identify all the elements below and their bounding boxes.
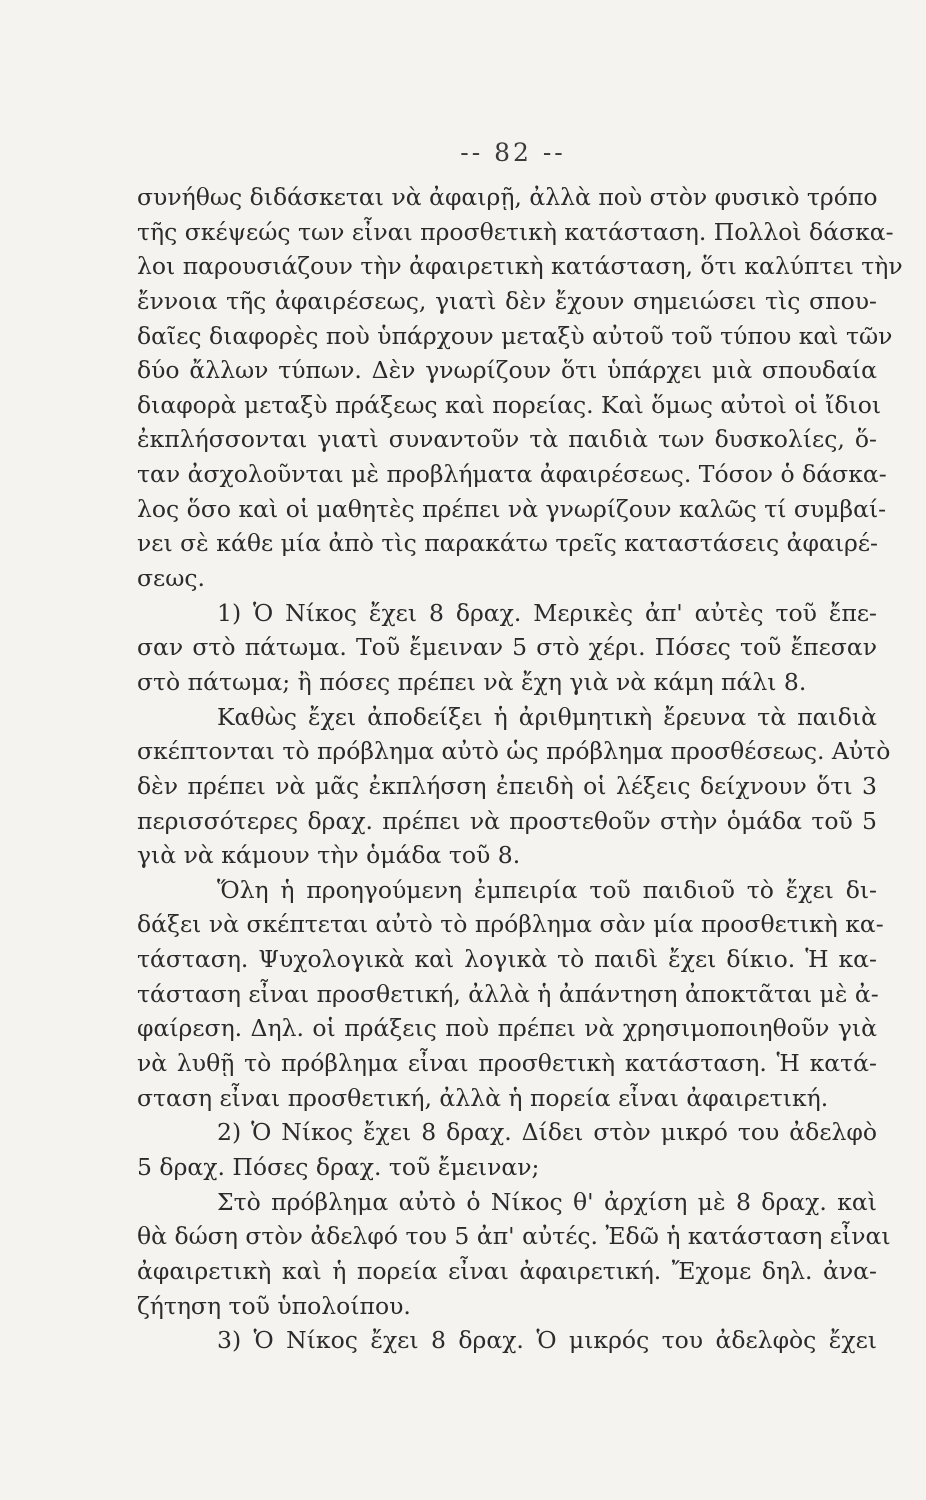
text-line: ζήτηση τοῦ ὑπολοίπου.	[137, 1291, 411, 1320]
text-line: ἔννοια τῆς ἀφαιρέσεως, γιατὶ δὲν ἔχουν σημειώσει τὶς σπου-	[137, 286, 877, 315]
text-line: δὲν πρέπει νὰ μᾶς ἐκπλήσση ἐπειδὴ οἱ λέξεις δείχνουν ὅτι 3	[137, 771, 877, 800]
text-line: τάσταση εἶναι προσθετική, ἀλλὰ ἡ ἀπάντηση ἀποκτᾶται μὲ ἀ-	[137, 979, 879, 1008]
text-line: 3) Ὁ Νίκος ἔχει 8 δραχ. Ὁ μικρός του ἀδελφὸς ἔχει	[217, 1326, 877, 1355]
text-line: 1) Ὁ Νίκος ἔχει 8 δραχ. Μερικὲς ἀπ' αὐτὲς τοῦ ἔπε-	[217, 598, 877, 627]
text-line: γιὰ νὰ κάμουν τὴν ὁμάδα τοῦ 8.	[137, 841, 521, 870]
text-line: στὸ πάτωμα; ἢ πόσες πρέπει νὰ ἔχη γιὰ νὰ κάμη πάλι 8.	[137, 667, 807, 696]
text-line: Ὅλη ἡ προηγούμενη ἐμπειρία τοῦ παιδιοῦ τὸ ἔχει δι-	[217, 875, 877, 904]
text-line: σταση εἶναι προσθετική, ἀλλὰ ἡ πορεία εἶναι ἀφαιρετική.	[137, 1083, 829, 1112]
text-line: θὰ δώση στὸν ἀδελφό του 5 ἀπ' αὐτές. Ἐδῶ ἡ κατάσταση εἶναι	[137, 1222, 891, 1251]
text-line: φαίρεση. Δηλ. οἱ πράξεις ποὺ πρέπει νὰ χρησιμοποιηθοῦν γιὰ	[137, 1014, 877, 1043]
body-text	[137, 180, 903, 1358]
text-line: νὰ λυθῇ τὸ πρόβλημα εἶναι προσθετικὴ κατάσταση. Ἡ κατά-	[137, 1049, 877, 1078]
text-line: συνήθως διδάσκεται νὰ ἀφαιρῇ, ἀλλὰ ποὺ στὸν φυσικὸ τρόπο	[137, 183, 878, 211]
text-line: δάξει νὰ σκέπτεται αὐτὸ τὸ πρόβλημα σὰν μία προσθετικὴ κα-	[137, 910, 884, 939]
text-line: περισσότερες δραχ. πρέπει νὰ προστεθοῦν στὴν ὁμάδα τοῦ 5	[137, 806, 877, 835]
text-line: Στὸ πρόβλημα αὐτὸ ὁ Νίκος θ' ἀρχίση μὲ 8 δραχ. καὶ	[217, 1187, 877, 1216]
text-line: 5 δραχ. Πόσες δραχ. τοῦ ἔμειναν;	[137, 1152, 540, 1181]
text-line: τῆς σκέψεώς των εἶναι προσθετικὴ κατάσταση. Πολλοὶ δάσκα-	[137, 217, 894, 246]
text-line: δαῖες διαφορὲς ποὺ ὑπάρχουν μεταξὺ αὐτοῦ τοῦ τύπου καὶ τῶν	[137, 321, 893, 350]
text-line: τάσταση. Ψυχολογικὰ καὶ λογικὰ τὸ παιδὶ ἔχει δίκιο. Ἡ κα-	[137, 945, 877, 974]
text-line: σαν στὸ πάτωμα. Τοῦ ἔμειναν 5 στὸ χέρι. Πόσες τοῦ ἔπεσαν	[137, 633, 877, 662]
text-line: Καθὼς ἔχει ἀποδείξει ἡ ἀριθμητικὴ ἔρευνα τὰ παιδιὰ	[217, 702, 877, 731]
page-number: -- 82 --	[460, 138, 566, 167]
text-line: λοι παρουσιάζουν τὴν ἀφαιρετικὴ κατάσταση, ὅτι καλύπτει τὴν	[137, 252, 903, 281]
text-line: ταν ἀσχολοῦνται μὲ προβλήματα ἀφαιρέσεως. Τόσον ὁ δάσκα-	[137, 460, 887, 489]
text-line: ἐκπλήσσονται γιατὶ συναντοῦν τὰ παιδιὰ των δυσκολίες, ὅ-	[137, 425, 877, 454]
text-line: ἀφαιρετικὴ καὶ ἡ πορεία εἶναι ἀφαιρετική. Ἔχομε δηλ. ἀνα-	[137, 1256, 877, 1285]
text-line: λος ὅσο καὶ οἱ μαθητὲς πρέπει νὰ γνωρίζουν καλῶς τί συμβαί-	[137, 494, 887, 523]
text-line: νει σὲ κάθε μία ἀπὸ τὶς παρακάτω τρεῖς καταστάσεις ἀφαιρέ-	[137, 529, 878, 558]
text-line: διαφορὰ μεταξὺ πράξεως καὶ πορείας. Καὶ ὅμως αὐτοὶ οἱ ἴδιοι	[137, 390, 882, 419]
text-line: σεως.	[137, 564, 206, 593]
text-line: σκέπτονται τὸ πρόβλημα αὐτὸ ὡς πρόβλημα προσθέσεως. Αὐτὸ	[137, 737, 891, 766]
text-line: δύο ἄλλων τύπων. Δὲν γνωρίζουν ὅτι ὑπάρχει μιὰ σπουδαία	[137, 356, 877, 385]
text-line: 2) Ὁ Νίκος ἔχει 8 δραχ. Δίδει στὸν μικρό του ἀδελφὸ	[217, 1118, 877, 1147]
